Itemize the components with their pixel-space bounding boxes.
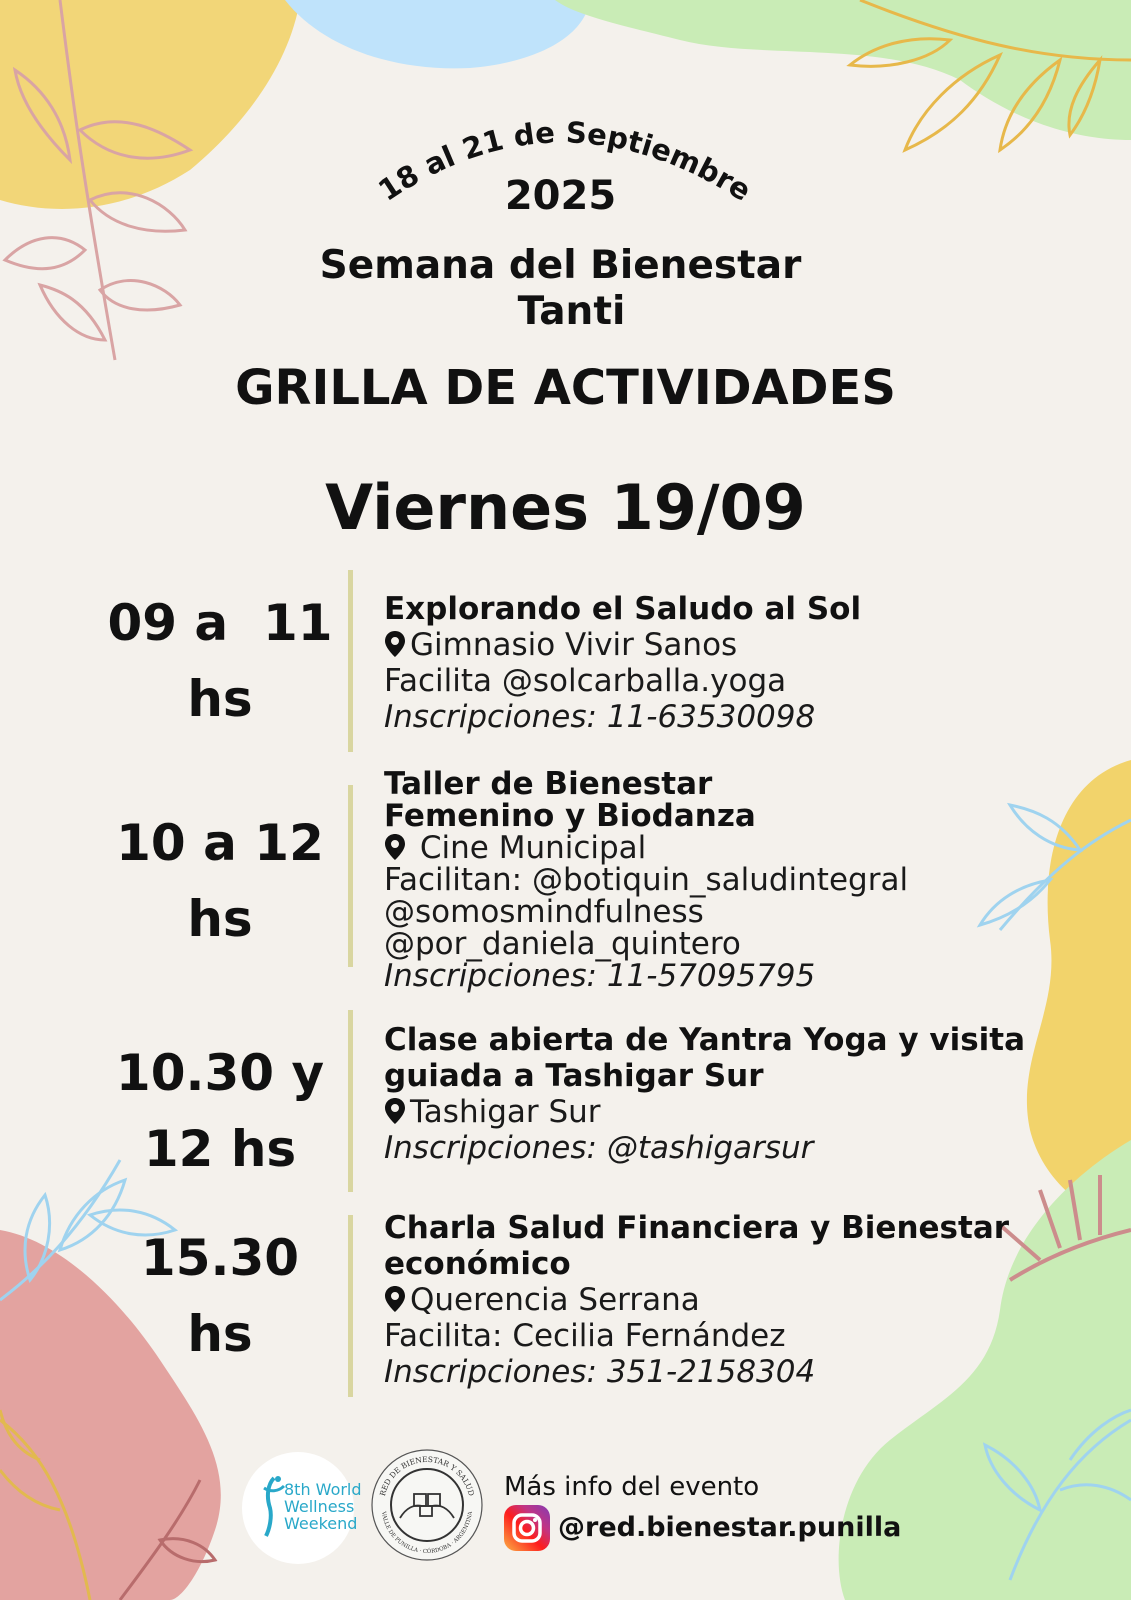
activity-location [384,1094,1044,1130]
activity-item [384,768,1044,992]
wellness-logo-line: 8th World [284,1480,362,1499]
location-label: Gimnasio Vivir Sanos [410,627,738,663]
divider-line [348,785,353,967]
wellness-logo-line: Wellness [284,1497,355,1516]
time-line: 09 a 11 [107,594,333,652]
more-info-label: Más info del evento [504,1472,760,1502]
activity-time [100,805,340,957]
activity-title: Taller de Bienestar [384,766,713,802]
registration-value: : 351-2158304 [586,1354,816,1390]
registration-line [384,1354,1044,1390]
registration-label: Inscripciones [384,699,587,735]
activity-title: guiada a Tashigar Sur [384,1058,764,1094]
map-pin-icon [384,630,406,658]
time-line: 12 hs [143,1120,297,1178]
facilitator-line: Facilita @solcarballa.yoga [384,663,787,699]
instagram-handle[interactable]: @red.bienestar.punilla [558,1512,902,1543]
divider-line [348,1215,353,1397]
activity-title: Charla Salud Financiera y Bienestar [384,1210,1010,1246]
event-title: Semana del Bienestar [319,243,802,288]
registration-value: : 11-63530098 [586,699,816,735]
activity-location [384,1282,1044,1318]
event-location-title: Tanti [517,289,626,334]
instagram-icon[interactable] [504,1505,550,1551]
time-line: 15.30 [140,1229,300,1287]
day-heading: Viernes 19/09 [325,471,806,544]
registration-label: Inscripciones [384,1354,587,1390]
activity-title: Femenino y Biodanza [384,798,756,834]
registration-line [384,699,1044,735]
facilitator-line: Facilita: Cecilia Fernández [384,1318,786,1354]
activity-item [384,1210,1044,1390]
activity-item [384,1022,1044,1166]
facilitator-line: Facilitan: @botiquin_saludintegral [384,862,909,898]
divider-line [348,1010,353,1192]
activity-location [384,832,1044,864]
red-bienestar-logo [370,1448,484,1562]
map-pin-icon [384,833,406,861]
registration-value: : @tashigarsur [586,1130,814,1166]
activity-title: económico [384,1246,571,1282]
divider-line [348,570,353,752]
schedule-heading: GRILLA DE ACTIVIDADES [235,360,896,416]
registration-value: : 11-57095795 [586,958,816,994]
location-label: Querencia Serrana [410,1282,700,1318]
time-line: hs [187,890,253,948]
logo-arc-text: RED DE BIENESTAR Y SALUD [378,1454,476,1497]
location-label: Tashigar Sur [410,1094,601,1130]
activity-title: Clase abierta de Yantra Yoga y visita [384,1022,1026,1058]
registration-line [384,960,1044,992]
activity-time [100,1035,340,1187]
dates-label: 18 al 21 de Septiembre [372,115,758,208]
time-line: 10.30 y [115,1044,325,1102]
activity-time [100,585,340,737]
wellness-weekend-logo [242,1452,362,1564]
time-line: hs [187,670,253,728]
location-label: Cine Municipal [419,830,647,866]
time-line: hs [187,1305,253,1363]
wellness-logo-line: Weekend [284,1514,358,1533]
registration-line [384,1130,1044,1166]
facilitator-line: @por_daniela_quintero [384,926,741,962]
logo-bottom-text: VALLE DE PUNILLA · CÓRDOBA · ARGENTINA [380,1511,474,1556]
activity-time [100,1220,340,1372]
time-line: 10 a 12 [116,814,324,872]
figure-icon [260,1474,286,1540]
facilitator-line: @somosmindfulness [384,894,704,930]
registration-label: Inscripciones [384,958,587,994]
activity-title: Explorando el Saludo al Sol [384,591,862,627]
registration-label: Inscripciones [384,1130,587,1166]
map-pin-icon [384,1285,406,1313]
activity-location [384,627,1044,663]
activity-item [384,591,1044,735]
event-year: 2025 [504,173,617,219]
map-pin-icon [384,1097,406,1125]
